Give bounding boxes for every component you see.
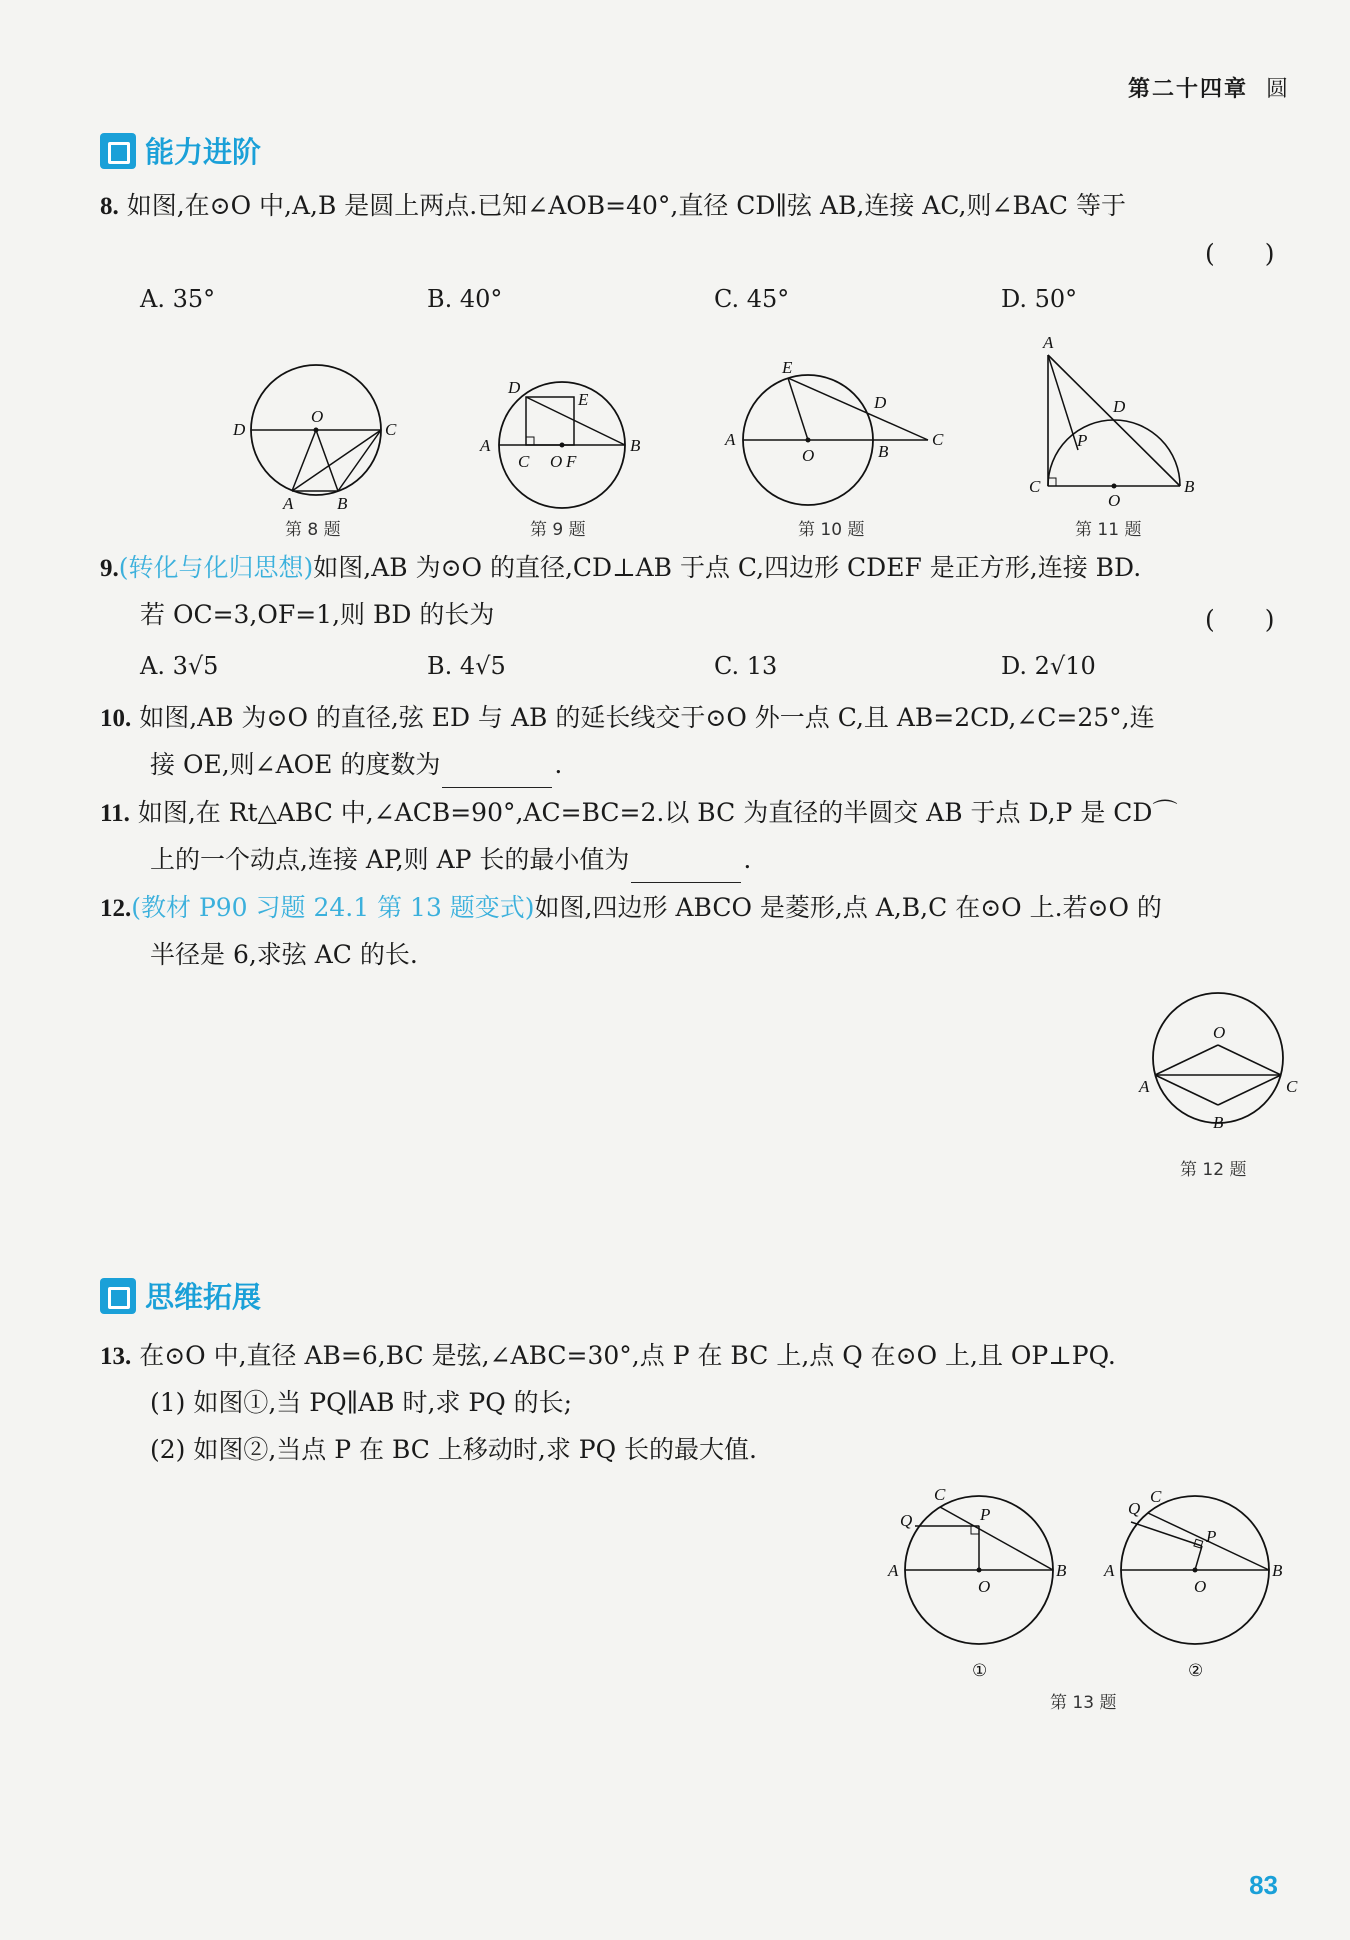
answer-blank[interactable] bbox=[442, 759, 552, 788]
question-13 bbox=[100, 1333, 1300, 1380]
label-d: D bbox=[508, 378, 521, 397]
chapter-number: 第二十四章 bbox=[1127, 77, 1248, 102]
question-tag: (转化与化归思想) bbox=[118, 553, 314, 582]
option-c: C. 45° bbox=[714, 285, 790, 313]
label-o: O bbox=[1108, 491, 1121, 510]
caption-fig8: 第 8 题 bbox=[285, 520, 341, 540]
question-9 bbox=[100, 545, 1290, 592]
answer-paren: ( ) bbox=[1205, 605, 1275, 634]
question-12-line2: 半径是 6,求弦 AC 的长. bbox=[150, 940, 418, 969]
figure-8 bbox=[225, 355, 405, 515]
figure-number-1: ① bbox=[972, 1661, 988, 1680]
pencil-icon bbox=[100, 1278, 136, 1314]
option-b: B. 4√5 bbox=[427, 652, 506, 680]
option-a: A. 35° bbox=[140, 285, 216, 313]
label-o: O bbox=[550, 452, 563, 471]
label-b: B bbox=[630, 436, 641, 455]
question-tag: (教材 P90 习题 24.1 第 13 题变式) bbox=[131, 893, 535, 922]
label-a: A bbox=[1104, 1561, 1115, 1580]
caption-fig9: 第 9 题 bbox=[530, 520, 586, 540]
caption-fig10: 第 10 题 bbox=[798, 520, 865, 540]
label-o: O bbox=[1213, 1023, 1226, 1042]
question-number: 9. bbox=[100, 555, 119, 582]
label-e: E bbox=[782, 358, 793, 377]
question-number: 8. bbox=[100, 193, 119, 220]
label-c: C bbox=[1029, 477, 1041, 496]
option-c: C. 13 bbox=[714, 652, 778, 680]
caption-fig12: 第 12 题 bbox=[1180, 1160, 1247, 1180]
label-d: D bbox=[233, 420, 246, 439]
question-number: 13. bbox=[100, 1343, 132, 1370]
section-title: 思维拓展 bbox=[145, 1280, 262, 1314]
page-number: 83 bbox=[1249, 1870, 1278, 1900]
chapter-title: 圆 bbox=[1265, 77, 1290, 102]
question-text: 如图,AB 为⊙O 的直径,弦 ED 与 AB 的延长线交于⊙O 外一点 C,且 AB=2CD,∠C=25°,连 bbox=[139, 703, 1155, 732]
label-o: O bbox=[1194, 1577, 1207, 1596]
label-c: C bbox=[932, 430, 944, 449]
question-number: 11. bbox=[100, 800, 130, 827]
question-text: 如图,在⊙O 中,A,B 是圆上两点.已知∠AOB=40°,直径 CD∥弦 AB,连接 AC,则∠BAC 等于 bbox=[126, 191, 1126, 220]
label-b: B bbox=[1213, 1113, 1224, 1132]
figure-12 bbox=[1130, 980, 1300, 1145]
caption-fig13: 第 13 题 bbox=[1050, 1693, 1117, 1713]
question-text: 如图,在 Rt△ABC 中,∠ACB=90°,AC=BC=2.以 BC 为直径的半圆交 AB 于点 D,P 是 CD⌒ bbox=[137, 798, 1178, 827]
answer-paren: ( ) bbox=[1205, 239, 1275, 268]
question-9-line2: 若 OC=3,OF=1,则 BD 的长为 bbox=[140, 600, 495, 629]
section-heading-ability bbox=[100, 130, 261, 171]
label-p: P bbox=[1206, 1527, 1217, 1546]
label-f: F bbox=[566, 452, 577, 471]
figure-13-1 bbox=[880, 1480, 1080, 1680]
figure-number-2: ② bbox=[1188, 1661, 1204, 1680]
label-c: C bbox=[385, 420, 397, 439]
section-title: 能力进阶 bbox=[145, 135, 262, 169]
label-d: D bbox=[1113, 397, 1126, 416]
label-p: P bbox=[1077, 431, 1088, 450]
label-o: O bbox=[802, 446, 815, 465]
question-8 bbox=[100, 183, 1290, 230]
label-b: B bbox=[337, 494, 348, 513]
question-number: 12. bbox=[100, 895, 132, 922]
label-b: B bbox=[878, 442, 889, 461]
chapter-header bbox=[1128, 72, 1290, 103]
label-e: E bbox=[578, 390, 589, 409]
label-b: B bbox=[1184, 477, 1195, 496]
question-11 bbox=[100, 790, 1300, 837]
question-13-part2: (2) 如图②,当点 P 在 BC 上移动时,求 PQ 长的最大值. bbox=[150, 1435, 757, 1464]
question-13-part1: (1) 如图①,当 PQ∥AB 时,求 PQ 的长; bbox=[150, 1388, 573, 1417]
option-b: B. 40° bbox=[427, 285, 503, 313]
figure-10 bbox=[718, 355, 948, 515]
figure-13-2 bbox=[1100, 1480, 1300, 1680]
caption-fig11: 第 11 题 bbox=[1075, 520, 1142, 540]
option-a: A. 3√5 bbox=[140, 652, 219, 680]
label-c: C bbox=[1286, 1077, 1298, 1096]
section-heading-thinking bbox=[100, 1275, 261, 1316]
label-o: O bbox=[311, 407, 324, 426]
question-number: 10. bbox=[100, 705, 132, 732]
figure-11 bbox=[1015, 330, 1215, 515]
pencil-icon bbox=[100, 133, 136, 169]
question-10-line2: 接 OE,则∠AOE 的度数为 . bbox=[150, 742, 562, 788]
label-a: A bbox=[1043, 333, 1054, 352]
label-b: B bbox=[1272, 1561, 1283, 1580]
question-10 bbox=[100, 695, 1300, 742]
option-d: D. 2√10 bbox=[1001, 652, 1096, 680]
label-q: Q bbox=[1128, 1499, 1141, 1518]
answer-blank[interactable] bbox=[631, 854, 741, 883]
label-a: A bbox=[480, 436, 491, 455]
figure-9 bbox=[470, 375, 650, 515]
question-text: 如图,四边形 ABCO 是菱形,点 A,B,C 在⊙O 上.若⊙O 的 bbox=[534, 893, 1162, 922]
label-a: A bbox=[283, 494, 294, 513]
label-d: D bbox=[874, 393, 887, 412]
label-o: O bbox=[978, 1577, 991, 1596]
label-q: Q bbox=[900, 1511, 913, 1530]
label-c: C bbox=[1150, 1487, 1162, 1506]
question-text: 在⊙O 中,直径 AB=6,BC 是弦,∠ABC=30°,点 P 在 BC 上,点 Q 在⊙O 上,且 OP⊥PQ. bbox=[139, 1341, 1116, 1370]
label-b: B bbox=[1056, 1561, 1067, 1580]
label-a: A bbox=[1139, 1077, 1150, 1096]
option-d: D. 50° bbox=[1001, 285, 1078, 313]
label-p: P bbox=[980, 1505, 991, 1524]
label-a: A bbox=[888, 1561, 899, 1580]
label-c: C bbox=[518, 452, 530, 471]
question-12 bbox=[100, 885, 1300, 932]
label-a: A bbox=[725, 430, 736, 449]
label-c: C bbox=[934, 1485, 946, 1504]
question-11-line2: 上的一个动点,连接 AP,则 AP 长的最小值为 . bbox=[150, 837, 751, 883]
question-text: 如图,AB 为⊙O 的直径,CD⊥AB 于点 C,四边形 CDEF 是正方形,连接 BD. bbox=[313, 553, 1142, 582]
